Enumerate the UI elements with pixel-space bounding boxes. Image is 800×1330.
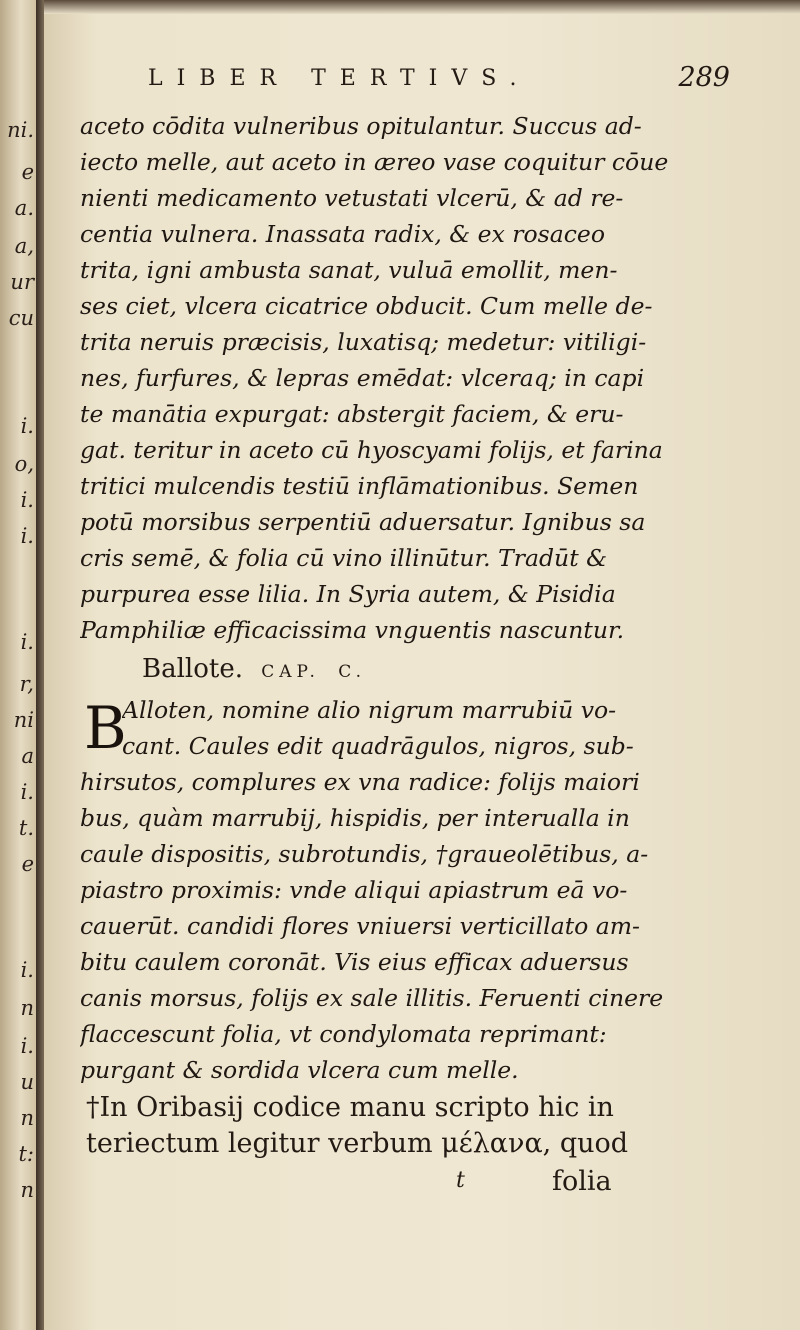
text-line: tritici mulcendis testiū inflāmationibus. Semen (80, 472, 639, 500)
margin-fragment: i. (20, 1034, 34, 1058)
running-head: LIBER TERTIVS. (148, 66, 531, 91)
text-line: piastro proximis: vnde aliqui apiastrum eā vo- (80, 876, 628, 904)
margin-fragment: u (20, 1070, 34, 1094)
catchword: folia (552, 1166, 612, 1197)
margin-fragment: e (21, 852, 34, 876)
text-line: cris semē, & folia cū vino illinūtur. Tradūt & (80, 544, 608, 572)
margin-fragment: e (21, 160, 34, 184)
text-line: cant. Caules edit quadrāgulos, nigros, sub- (122, 732, 634, 760)
text-line: gat. teritur in aceto cū hyoscyami folijs, et farina (80, 436, 663, 464)
margin-fragment: ni (13, 708, 34, 732)
page-header (44, 62, 800, 106)
text-line: caule dispositis, subrotundis, †graueolētibus, a- (80, 840, 649, 868)
text-line: aceto cōdita vulneribus opitulantur. Succus ad- (80, 112, 642, 140)
text-line: nienti medicamento vetustati vlcerū, & ad re- (80, 184, 624, 212)
chapter-title: Ballote. (142, 654, 243, 684)
text-line: purgant & sordida vlcera cum melle. (80, 1056, 519, 1084)
margin-fragment: n (20, 996, 34, 1020)
page-top-edge (44, 0, 800, 14)
text-line: iecto melle, aut aceto in æreo vase coquitur cōue (80, 148, 669, 176)
margin-fragment: a. (14, 196, 34, 220)
margin-fragment: i. (20, 630, 34, 654)
note-line: †In Oribasij codice manu scripto hic in (86, 1092, 614, 1123)
margin-fragment: n (20, 1178, 34, 1202)
text-line: nes, furfures, & lepras emēdat: vlceraq; in capi (80, 364, 645, 392)
margin-fragment: r, (19, 672, 34, 696)
text-line: canis morsus, folijs ex sale illitis. Feruenti cinere (80, 984, 664, 1012)
margin-fragment: o, (14, 452, 34, 476)
text-line: Pamphiliæ efficacissima vnguentis nascuntur. (80, 616, 625, 644)
margin-fragment: t: (18, 1142, 34, 1166)
text-line: bus, quàm marrubij, hispidis, per interualla in (80, 804, 630, 832)
margin-fragment: t. (18, 816, 34, 840)
margin-fragment: ni. (7, 118, 34, 142)
margin-fragment: i. (20, 524, 34, 548)
text-line: te manātia expurgat: abstergit faciem, & eru- (80, 400, 624, 428)
margin-fragment: i. (20, 780, 34, 804)
chapter-label: CAP. (261, 662, 320, 682)
page-number: 289 (678, 62, 730, 93)
drop-cap: B (84, 694, 127, 762)
text-line: trita, igni ambusta sanat, vuluā emollit, men- (80, 256, 618, 284)
book-page (44, 0, 800, 1330)
text-line: hirsutos, complures ex vna radice: folijs maiori (80, 768, 640, 796)
text-line: cauerūt. candidi flores vniuersi verticillato am- (80, 912, 640, 940)
margin-fragment: a (21, 744, 34, 768)
margin-fragment: ur (10, 270, 34, 294)
text-line: trita neruis præcisis, luxatisq; medetur: vitiligi- (80, 328, 647, 356)
margin-fragment: i. (20, 414, 34, 438)
margin-fragment: i. (20, 958, 34, 982)
text-line: ses ciet, vlcera cicatrice obducit. Cum melle de- (80, 292, 653, 320)
chapter-heading (142, 654, 366, 684)
margin-fragment: i. (20, 488, 34, 512)
signature-mark: t (456, 1168, 465, 1193)
margin-fragment: a, (14, 234, 34, 258)
margin-fragment: n (20, 1106, 34, 1130)
text-line: centia vulnera. Inassata radix, & ex rosaceo (80, 220, 605, 248)
chapter-number: C. (338, 662, 367, 682)
text-line: bitu caulem coronāt. Vis eius efficax aduersus (80, 948, 629, 976)
text-line: purpurea esse lilia. In Syria autem, & Pisidia (80, 580, 616, 608)
margin-fragment: cu (8, 306, 34, 330)
text-line: Alloten, nomine alio nigrum marrubiū vo- (122, 696, 617, 724)
text-line: flaccescunt folia, vt condylomata reprimant: (80, 1020, 607, 1048)
note-line: teriectum legitur verbum μέλανα, quod (86, 1128, 629, 1159)
text-line: potū morsibus serpentiū aduersatur. Ignibus sa (80, 508, 646, 536)
